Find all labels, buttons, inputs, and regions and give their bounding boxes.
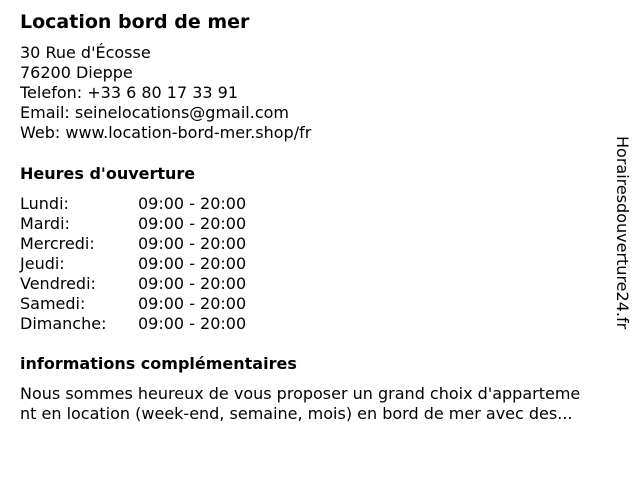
hours-row-monday [20,194,290,214]
additional-info-heading: informations complémentaires [20,354,297,373]
phone-number: Telefon: +33 6 80 17 33 91 [20,83,239,102]
time-range: 09:00 - 20:00 [138,214,247,233]
day-label: Vendredi: [20,274,96,293]
description-line: Nous sommes heureux de vous proposer un grand choix d'apparteme [20,384,581,403]
opening-hours-table [20,194,290,334]
time-range: 09:00 - 20:00 [138,274,247,293]
description-line: nt en location (week-end, semaine, mois) en bord de mer avec des... [20,404,573,423]
hours-row-sunday [20,314,290,334]
hours-row-friday [20,274,290,294]
watermark-text: Horairesdouverture24.fr [613,136,632,330]
website: Web: www.location-bord-mer.shop/fr [20,123,312,142]
time-range: 09:00 - 20:00 [138,194,247,213]
day-label: Samedi: [20,294,86,313]
additional-info-text [20,384,630,424]
contact-info [20,43,311,143]
hours-row-thursday [20,254,290,274]
day-label: Lundi: [20,194,69,213]
time-range: 09:00 - 20:00 [138,314,247,333]
hours-row-tuesday [20,214,290,234]
time-range: 09:00 - 20:00 [138,234,247,253]
email-address: Email: seinelocations@gmail.com [20,103,289,122]
day-label: Mercredi: [20,234,95,253]
time-range: 09:00 - 20:00 [138,294,247,313]
day-label: Jeudi: [20,254,65,273]
time-range: 09:00 - 20:00 [138,254,247,273]
business-name: Location bord de mer [20,11,250,33]
opening-hours-heading: Heures d'ouverture [20,164,196,183]
day-label: Mardi: [20,214,70,233]
hours-row-saturday [20,294,290,314]
address-city: 76200 Dieppe [20,63,133,82]
day-label: Dimanche: [20,314,107,333]
address-street: 30 Rue d'Écosse [20,43,151,62]
hours-row-wednesday [20,234,290,254]
